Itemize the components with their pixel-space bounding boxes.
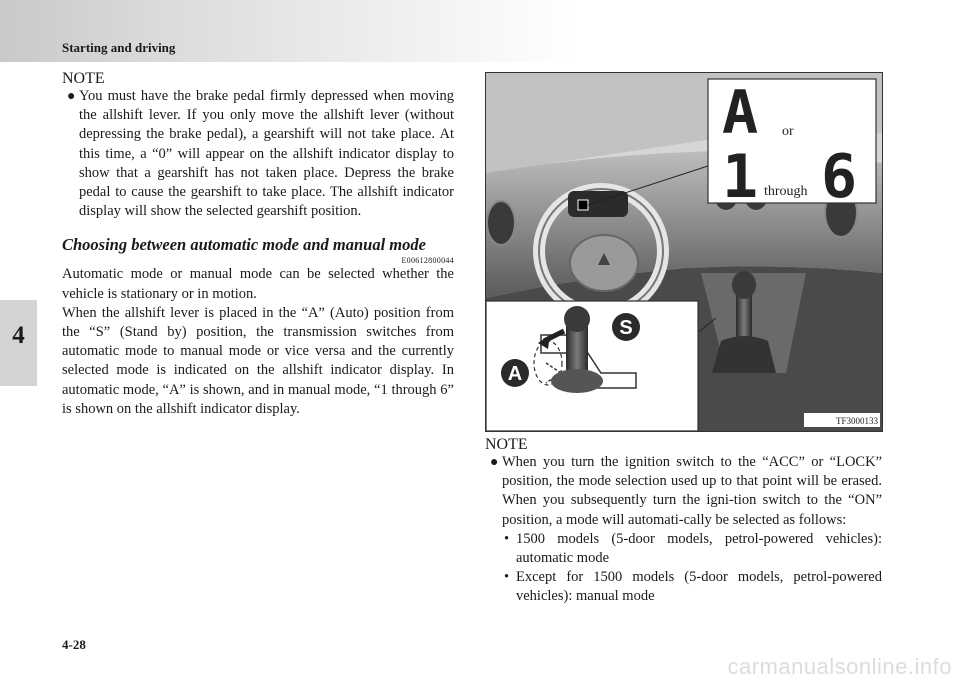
paragraph: When the allshift lever is placed in the “A” (Auto) position from the “S” (Stand by) position, the transmission switches from automatic mode to manual mode or vice versa and the currently selected mode is indicated on the allshift indicator display. In automatic mode, “A” is shown, and in manual mode, “1 through 6” is shown on the allshift indicator display. xyxy=(62,304,454,417)
left-column xyxy=(62,71,454,419)
label-s: S xyxy=(619,317,633,339)
bullet-small-icon: • xyxy=(504,569,510,586)
label-through: through xyxy=(764,184,808,199)
label-or: or xyxy=(782,124,794,139)
page-number: 4-28 xyxy=(62,637,86,652)
bullet-icon: ● xyxy=(67,89,76,104)
watermark: carmanualsonline.info xyxy=(727,654,952,679)
display-gear-1: 1 xyxy=(722,142,759,212)
note-text: When you turn the ignition switch to the “ACC” or “LOCK” position, the mode selection used up to that point will be erased. When you subsequently turn the igni-tion switch to the “ON” position, a mode will automati-cally be selected as follows: xyxy=(502,454,882,528)
chapter-number: 4 xyxy=(12,322,25,349)
note-bullet xyxy=(62,87,454,221)
paragraph: Automatic mode or manual mode can be selected whether the vehicle is stationary or in motion. xyxy=(62,266,454,302)
list-item xyxy=(502,530,882,568)
section-heading: Choosing between automatic mode and manual mode xyxy=(62,235,426,255)
bullet-icon: ● xyxy=(490,455,499,470)
section-code: E00612800044 xyxy=(401,256,454,266)
note-bullet xyxy=(485,453,882,607)
dashboard-illustration xyxy=(485,72,883,432)
note-title: NOTE xyxy=(485,436,528,453)
right-column xyxy=(485,437,882,607)
list-item-text: Except for 1500 models (5-door models, petrol-powered vehicles): manual mode xyxy=(516,569,882,605)
figure-code: TF3000133 xyxy=(835,416,878,426)
display-letter-a: A xyxy=(722,78,759,148)
note-text: You must have the brake pedal firmly depressed when moving the allshift lever. If you only move the allshift lever (without depressing the brake pedal), a gearshift will not take place. At this time, a “0” will appear on the allshift indicator display to show that a gearshift has not taken place. Depress the brake pedal to cause the gearshift to take place. The allshift indicator display will show the selected gearshift position. xyxy=(79,88,454,220)
dashboard-drawing xyxy=(486,73,882,431)
list-item xyxy=(502,568,882,606)
section-header-title: Starting and driving xyxy=(62,40,176,55)
display-gear-6: 6 xyxy=(821,142,858,212)
bullet-small-icon: • xyxy=(504,530,510,547)
note-title: NOTE xyxy=(62,70,105,87)
label-a: A xyxy=(507,363,523,385)
list-item-text: 1500 models (5-door models, petrol-powered vehicles): automatic mode xyxy=(516,530,882,567)
